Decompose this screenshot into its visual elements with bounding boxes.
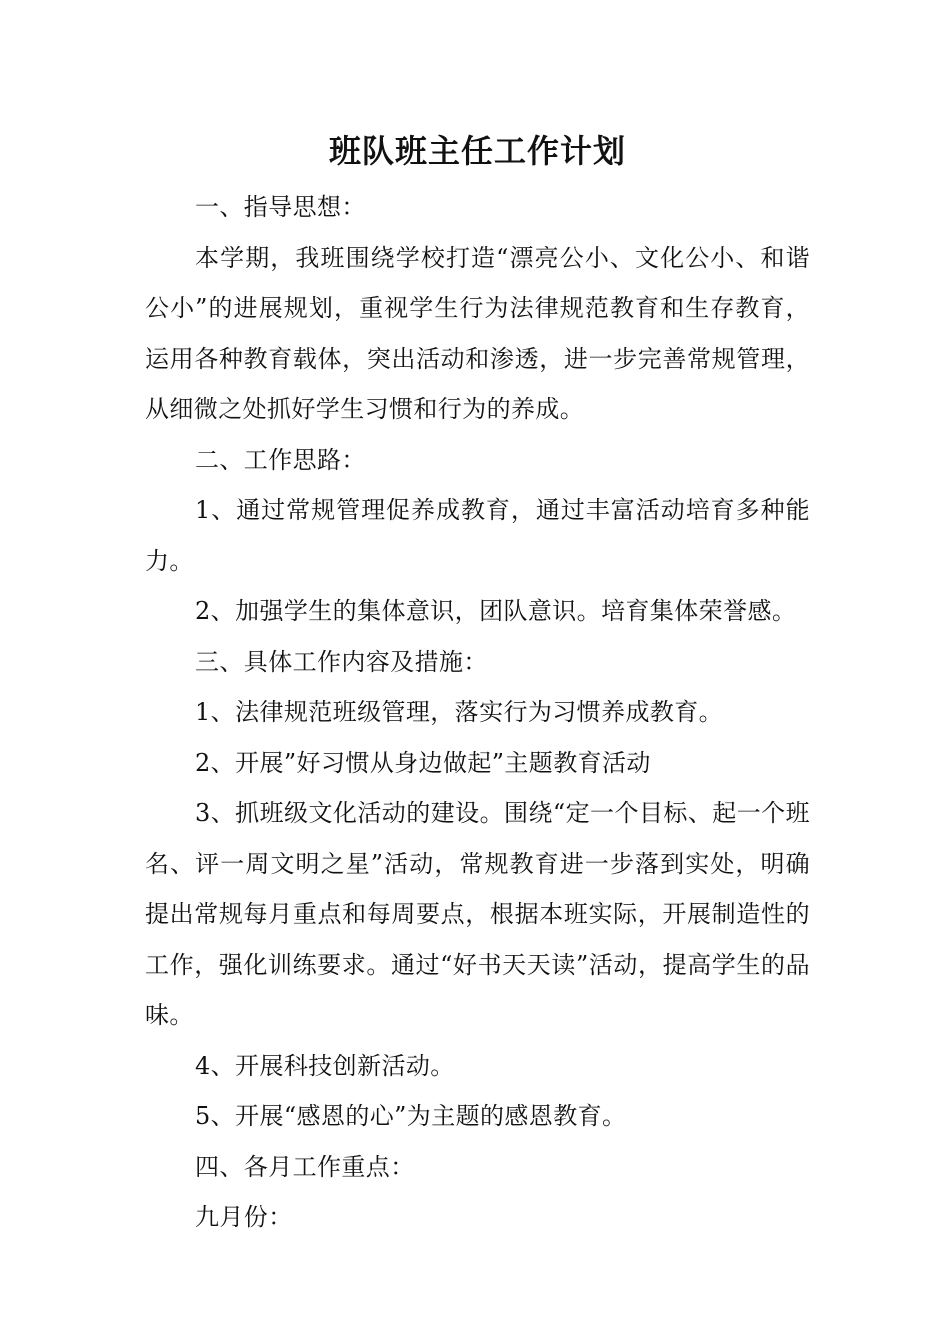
document-title: 班队班主任工作计划 <box>328 132 626 170</box>
work-content-item-4: 4、开展科技创新活动。 <box>195 1051 455 1080</box>
section-heading-work-ideas: 二、工作思路： <box>195 445 366 474</box>
work-idea-item-1: 1、通过常规管理促养成教育，通过丰富活动培育多种能力。 <box>145 496 810 575</box>
work-content-item-1: 1、法律规范班级管理，落实行为习惯养成教育。 <box>195 698 724 726</box>
section-heading-guiding-thought: 一、指导思想： <box>195 193 366 221</box>
work-idea-item-2: 2、加强学生的集体意识，团队意识。培育集体荣誉感。 <box>195 597 797 625</box>
paragraph-guiding-thought: 本学期，我班围绕学校打造“漂亮公小、文化公小、和谐公小”的进展规划，重视学生行为法律规范教育和生存教育，运用各种教育载体，突出活动和渗透，进一步完善常规管理，从细微之处抓好学生习惯和行为的养成。 <box>145 243 810 423</box>
work-content-item-3: 3、抓班级文化活动的建设。围绕“定一个目标、起一个班名、评一周文明之星”活动，常规教育进一步落到实处，明确提出常规每月重点和每周要点，根据本班实际，开展制造性的工作，强化训练要求。通过“好书天天读”活动，提高学生的品味。 <box>145 799 810 1029</box>
month-september-heading: 九月份： <box>195 1203 293 1231</box>
work-content-item-5: 5、开展“感恩的心”为主题的感恩教育。 <box>195 1102 627 1130</box>
section-heading-monthly-focus: 四、各月工作重点： <box>195 1152 415 1181</box>
document-page <box>145 120 810 1243</box>
section-heading-work-content: 三、具体工作内容及措施： <box>195 647 488 676</box>
work-content-item-2: 2、开展”好习惯从身边做起”主题教育活动 <box>195 748 651 777</box>
